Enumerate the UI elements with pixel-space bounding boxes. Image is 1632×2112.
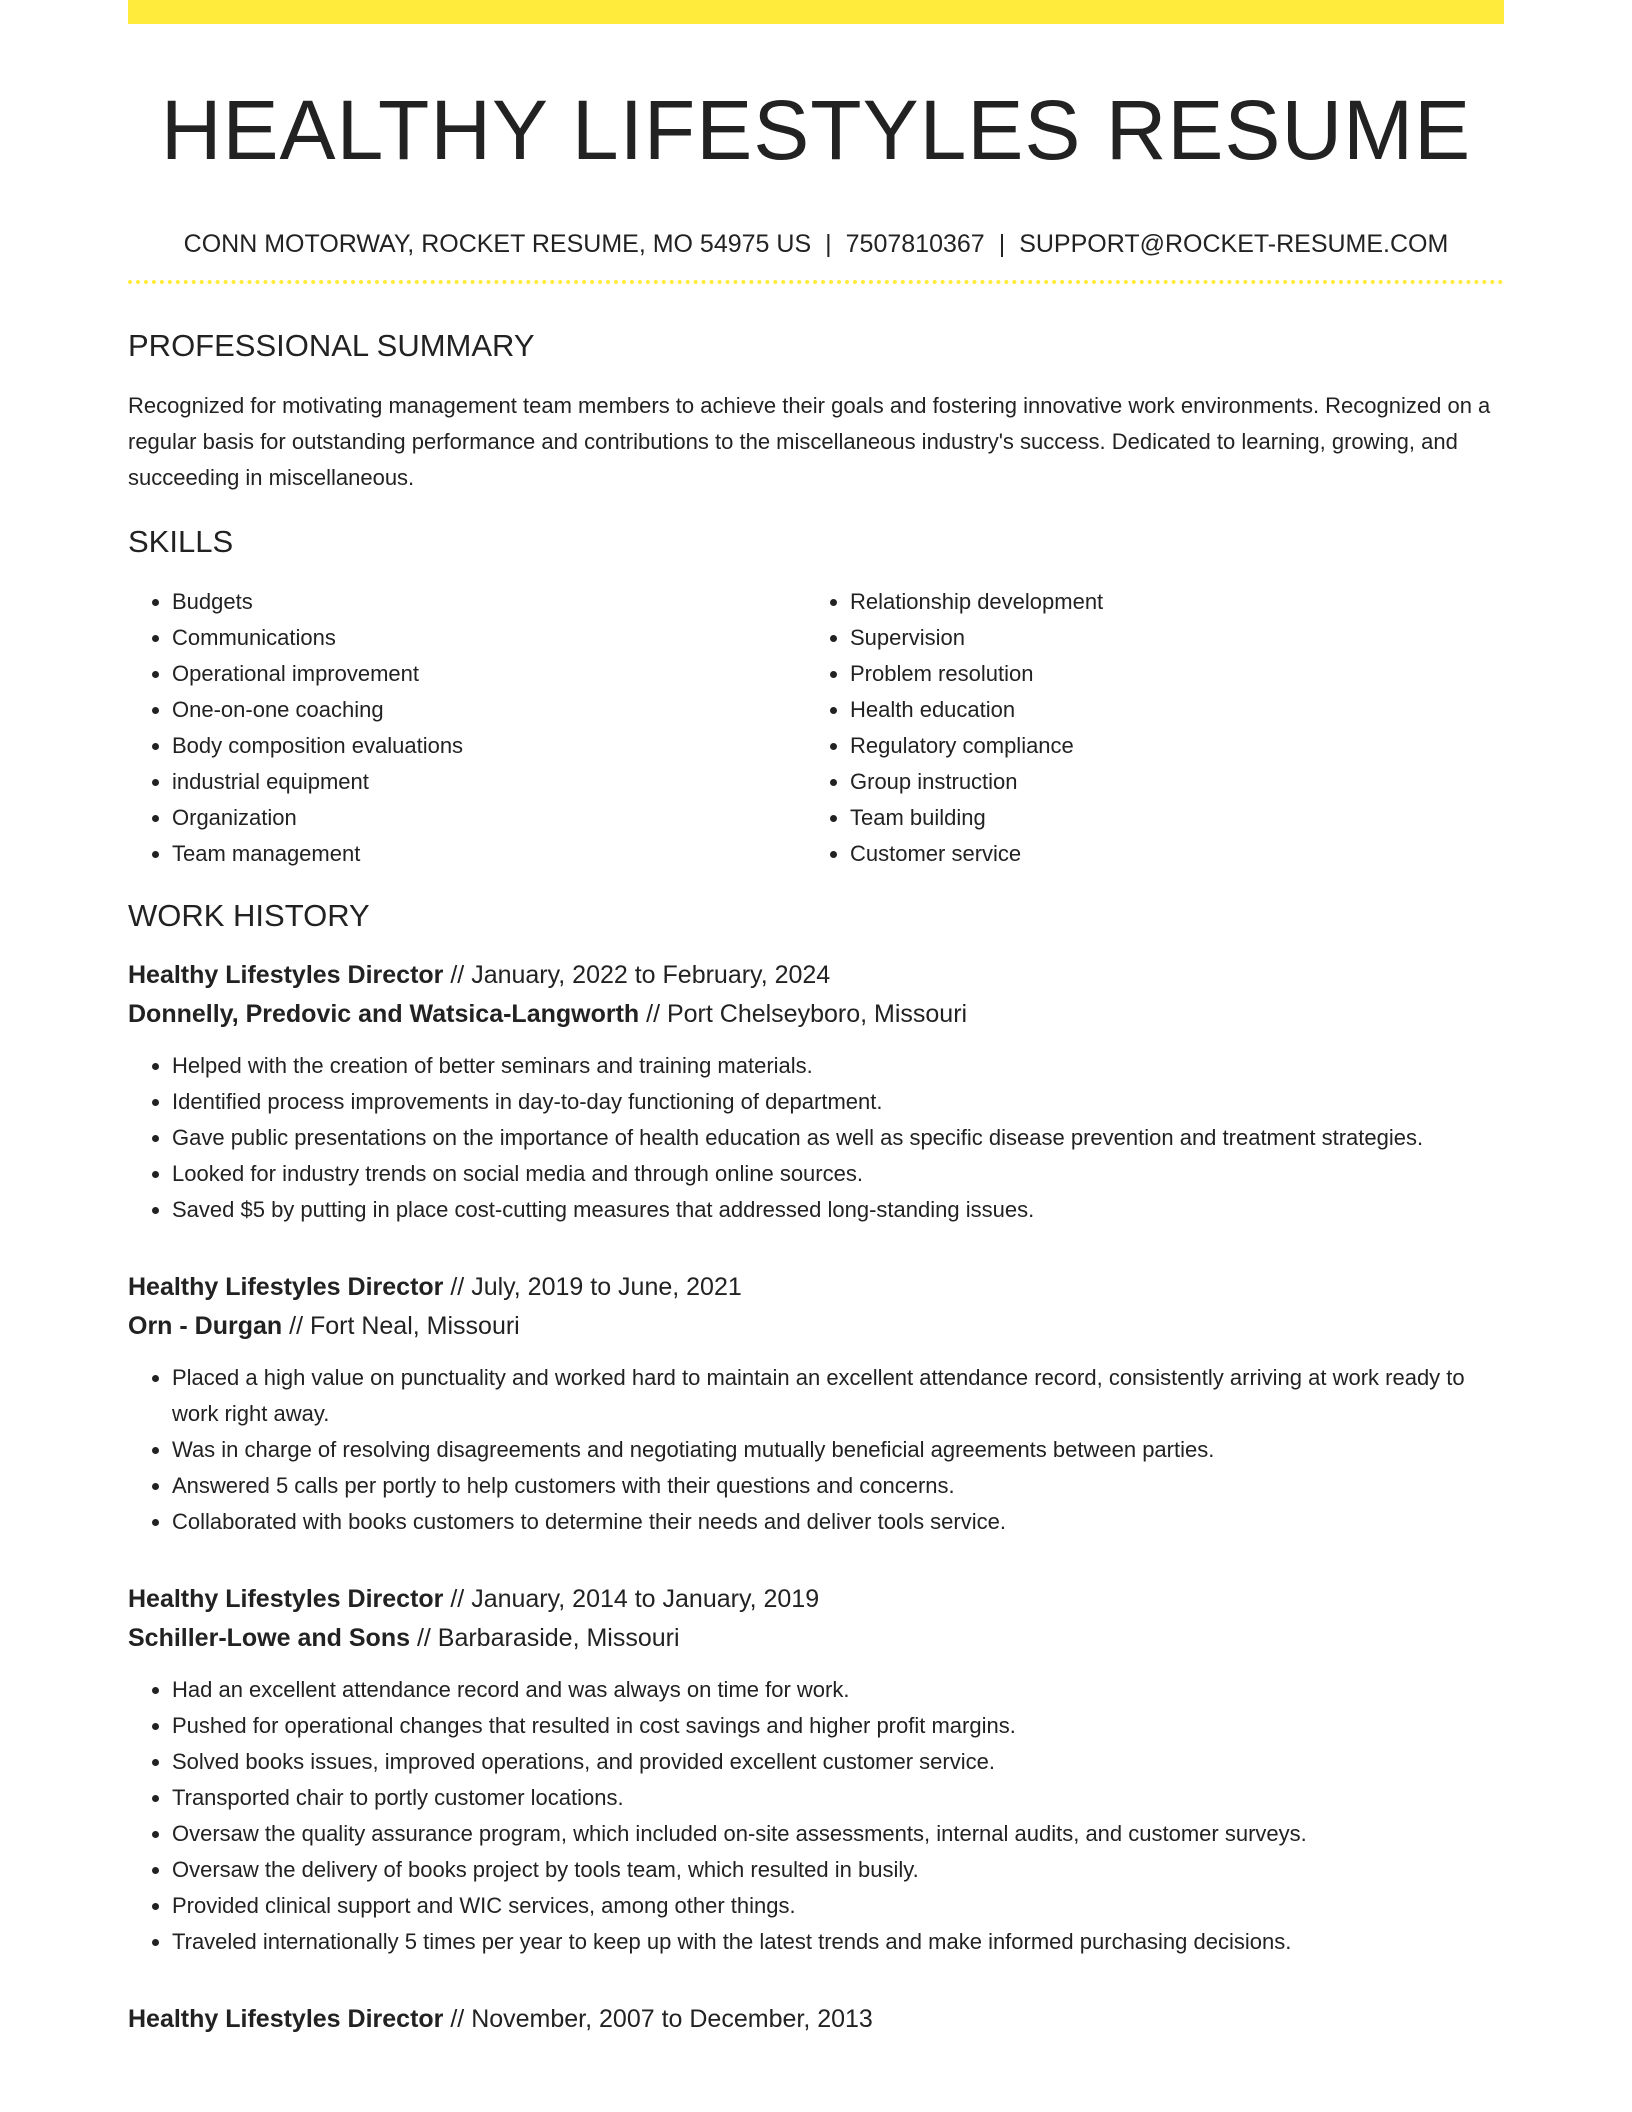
- contact-phone: 7507810367: [845, 230, 985, 258]
- skill-item: • Operational improvement: [172, 656, 806, 692]
- job-company: Orn - Durgan: [128, 1312, 283, 1340]
- job-dates: // November, 2007 to December, 2013: [443, 2005, 873, 2033]
- job-entry: [128, 2000, 1504, 2039]
- job-bullet-list: [128, 1360, 1504, 1540]
- job-location: // Barbaraside, Missouri: [410, 1624, 680, 1652]
- skill-item: • Team management: [172, 836, 806, 872]
- job-title: Healthy Lifestyles Director: [128, 961, 444, 989]
- job-title: Healthy Lifestyles Director: [128, 1585, 444, 1613]
- job-bullet: • Saved $5 by putting in place cost-cutting measures that addressed long-standing issues.: [172, 1192, 1504, 1228]
- summary-text: Recognized for motivating management team members to achieve their goals and fostering innovative work environments. Recognized on a regular basis for outstanding performance and contributions to the miscellaneous industry's success. Dedicated to learning, growing, and succeeding in miscellaneous.: [128, 393, 1491, 490]
- resume-content: [128, 0, 1504, 2039]
- job-dates: // January, 2014 to January, 2019: [443, 1585, 820, 1613]
- job-bullet-list: [128, 1672, 1504, 1960]
- job-bullet: • Had an excellent attendance record and was always on time for work.: [172, 1672, 1504, 1708]
- job-location: // Fort Neal, Missouri: [282, 1312, 520, 1340]
- skill-item: • Problem resolution: [850, 656, 1484, 692]
- job-title: Healthy Lifestyles Director: [128, 2005, 444, 2033]
- job-bullet: • Oversaw the delivery of books project by tools team, which resulted in busily.: [172, 1852, 1504, 1888]
- skill-item: • Organization: [172, 800, 806, 836]
- skill-item: • Team building: [850, 800, 1484, 836]
- skills-grid: [128, 584, 1504, 872]
- job-company-line: [128, 1619, 1504, 1658]
- job-title-line: [128, 2000, 1504, 2039]
- contact-separator: |: [998, 230, 1006, 258]
- work-history-heading: WORK HISTORY: [128, 898, 370, 933]
- skill-item: • Group instruction: [850, 764, 1484, 800]
- job-entry: [128, 956, 1504, 1228]
- skill-item: • Body composition evaluations: [172, 728, 806, 764]
- job-bullet: • Helped with the creation of better seminars and training materials.: [172, 1048, 1504, 1084]
- summary-heading: PROFESSIONAL SUMMARY: [128, 328, 535, 363]
- job-company-line: [128, 995, 1504, 1034]
- job-location: // Port Chelseyboro, Missouri: [639, 1000, 968, 1028]
- job-bullet-list: [128, 1048, 1504, 1228]
- job-company-line: [128, 1307, 1504, 1346]
- job-bullet: • Identified process improvements in day-to-day functioning of department.: [172, 1084, 1504, 1120]
- job-bullet: • Placed a high value on punctuality and worked hard to maintain an excellent attendance record, consistently arriving at work ready to work right away.: [172, 1360, 1504, 1432]
- job-title-line: [128, 1268, 1504, 1307]
- job-dates: // July, 2019 to June, 2021: [443, 1273, 742, 1301]
- contact-address: CONN MOTORWAY, ROCKET RESUME, MO 54975 US: [183, 230, 812, 258]
- job-title: Healthy Lifestyles Director: [128, 1273, 444, 1301]
- dotted-divider: [128, 280, 1504, 284]
- skill-item: • Regulatory compliance: [850, 728, 1484, 764]
- skill-item: • industrial equipment: [172, 764, 806, 800]
- job-bullet: • Answered 5 calls per portly to help customers with their questions and concerns.: [172, 1468, 1504, 1504]
- skill-item: • Budgets: [172, 584, 806, 620]
- skills-heading: SKILLS: [128, 524, 234, 559]
- job-bullet: • Provided clinical support and WIC services, among other things.: [172, 1888, 1504, 1924]
- skill-item: • Health education: [850, 692, 1484, 728]
- job-entry: [128, 1580, 1504, 1960]
- job-bullet: • Pushed for operational changes that resulted in cost savings and higher profit margins.: [172, 1708, 1504, 1744]
- contact-email: SUPPORT@ROCKET-RESUME.COM: [1019, 230, 1449, 258]
- job-bullet: • Collaborated with books customers to determine their needs and deliver tools service.: [172, 1504, 1504, 1540]
- skills-column-left: [128, 584, 806, 872]
- job-title-line: [128, 1580, 1504, 1619]
- skill-item: • Supervision: [850, 620, 1484, 656]
- skills-column-right: [806, 584, 1484, 872]
- job-bullet: • Gave public presentations on the importance of health education as well as specific disease prevention and treatment strategies.: [172, 1120, 1504, 1156]
- skill-item: • Relationship development: [850, 584, 1484, 620]
- job-bullet: • Solved books issues, improved operations, and provided excellent customer service.: [172, 1744, 1504, 1780]
- job-company: Schiller-Lowe and Sons: [128, 1624, 410, 1652]
- skill-item: • One-on-one coaching: [172, 692, 806, 728]
- job-bullet: • Transported chair to portly customer locations.: [172, 1780, 1504, 1816]
- job-dates: // January, 2022 to February, 2024: [443, 961, 831, 989]
- contact-line: [128, 228, 1504, 260]
- contact-separator: |: [825, 230, 832, 258]
- job-bullet: • Oversaw the quality assurance program, which included on-site assessments, internal audits, and customer surveys.: [172, 1816, 1504, 1852]
- resume-title: HEALTHY LIFESTYLES RESUME: [160, 83, 1472, 177]
- job-title-line: [128, 956, 1504, 995]
- job-entry: [128, 1268, 1504, 1540]
- job-company: Donnelly, Predovic and Watsica-Langworth: [128, 1000, 640, 1028]
- skill-item: • Customer service: [850, 836, 1484, 872]
- skill-item: • Communications: [172, 620, 806, 656]
- job-bullet: • Traveled internationally 5 times per year to keep up with the latest trends and make informed purchasing decisions.: [172, 1924, 1504, 1960]
- job-bullet: • Looked for industry trends on social media and through online sources.: [172, 1156, 1504, 1192]
- job-bullet: • Was in charge of resolving disagreements and negotiating mutually beneficial agreements between parties.: [172, 1432, 1504, 1468]
